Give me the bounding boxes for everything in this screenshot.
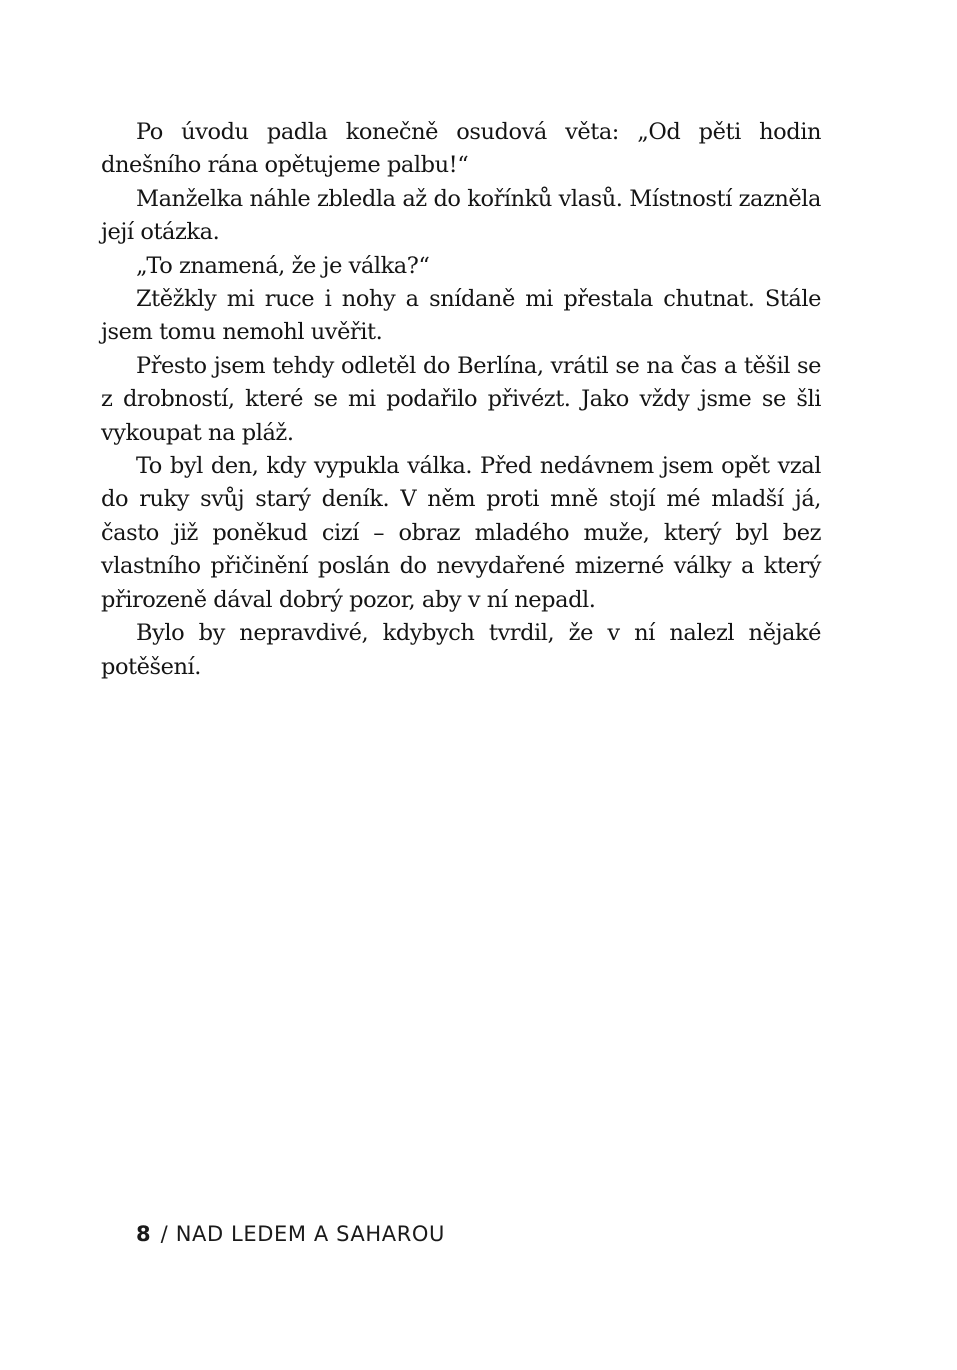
book-title: NAD LEDEM A SAHAROU [175,1222,445,1246]
paragraph: Ztěžkly mi ruce i nohy a snídaně mi přestala chutnat. Stále jsem tomu nemohl uvěřit. [101,286,821,346]
paragraph: Po úvodu padla konečně osudová věta: „Od pěti hodin dnešního rána opětujeme palbu!“ [101,119,821,179]
page-number: 8 [136,1222,151,1246]
page-footer [136,1219,445,1249]
footer-separator: / [160,1222,168,1246]
paragraph: Bylo by nepravdivé, kdybych tvrdil, že v ní nalezl nějaké potěšení. [101,620,821,680]
paragraph: Přesto jsem tehdy odletěl do Berlína, vrátil se na čas a těšil se z drobností, které se mi podařilo přivézt. Jako vždy jsme se šli vykoupat na pláž. [101,352,821,446]
paragraph: Manželka náhle zbledla až do kořínků vlasů. Místností zazněla její otázka. [101,185,821,246]
paragraph: „To znamená, že je válka?“ [136,252,430,279]
body-text [101,116,821,684]
paragraph: To byl den, kdy vypukla válka. Před nedávnem jsem opět vzal do ruky svůj starý deník. V něm proti mně stojí mé mladší já, často již poněkud cizí – obraz mladého muže, který byl bez vlastního přičinění poslán do nevydařené mizerné války a který přirozeně dával dobrý pozor, aby v ní nepadl. [101,453,821,613]
